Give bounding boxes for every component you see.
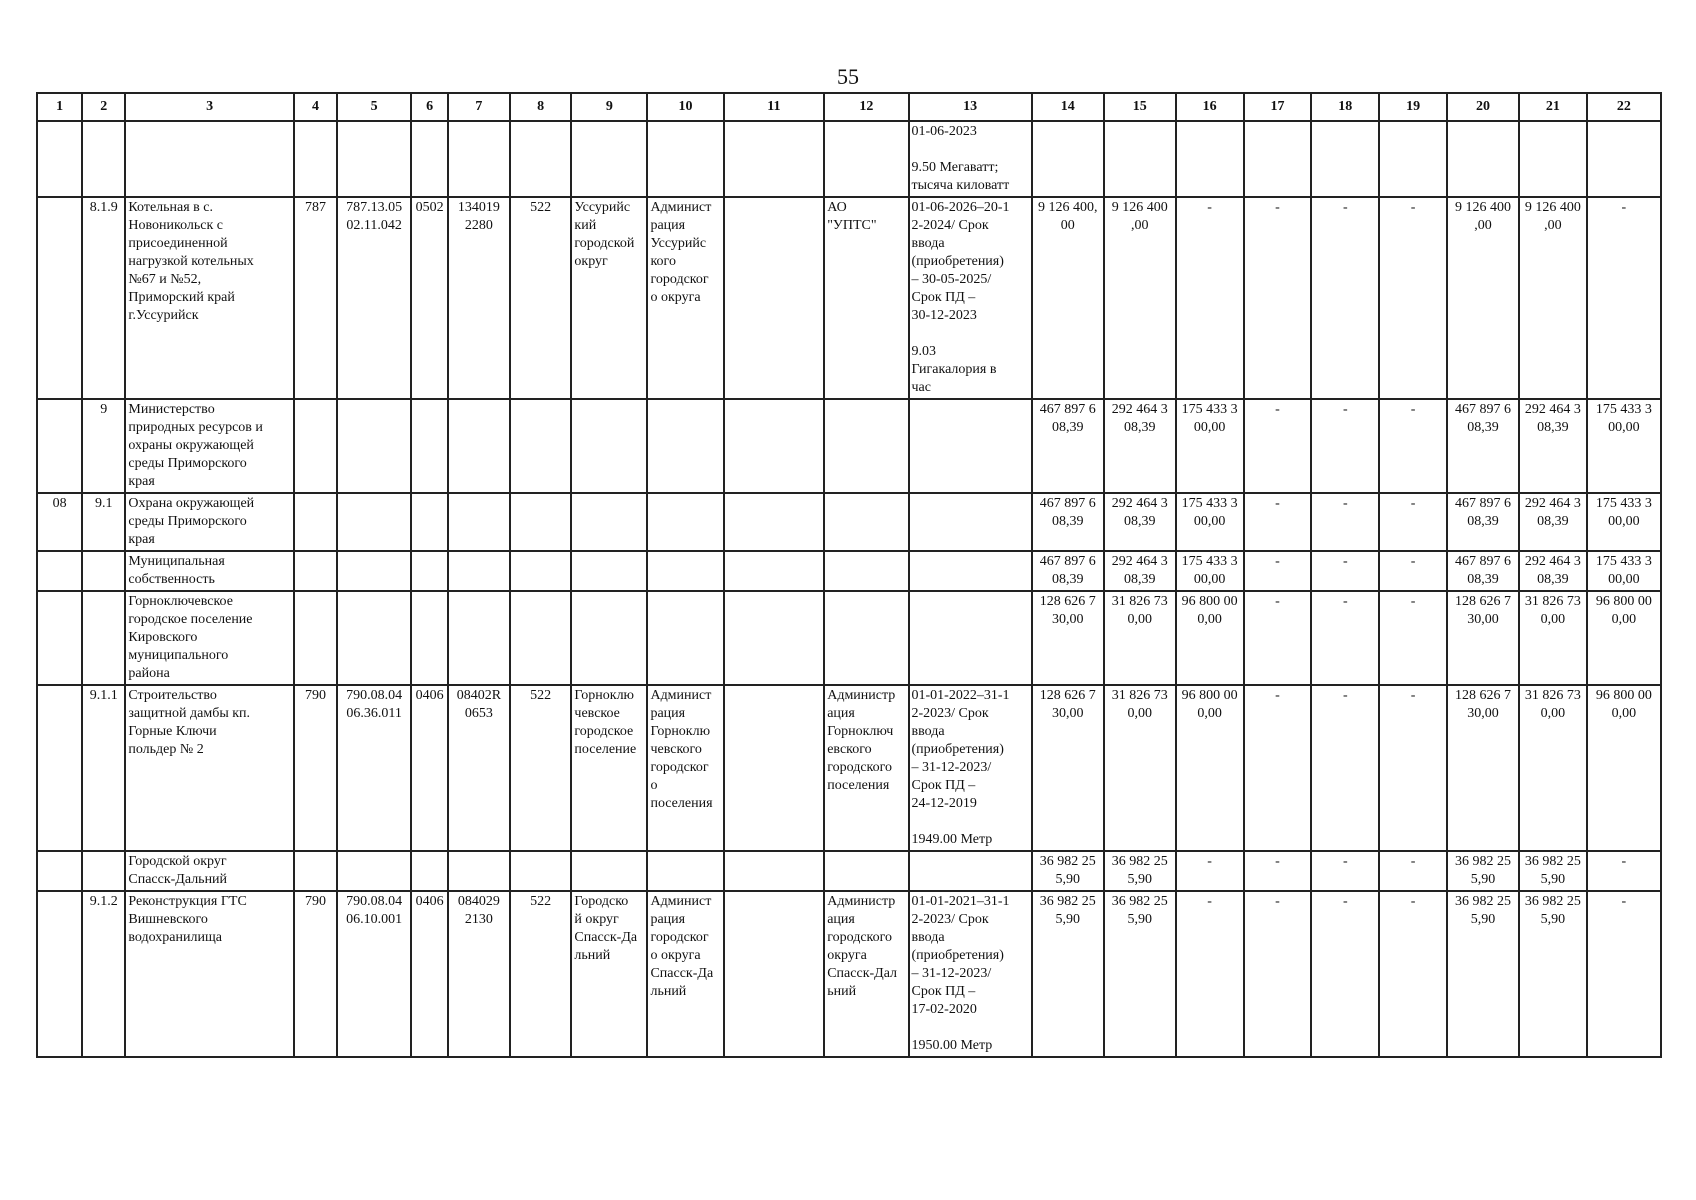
table-cell-col8: 522 — [510, 197, 572, 399]
table-cell-col9 — [571, 851, 647, 891]
column-header-10: 10 — [647, 93, 723, 121]
table-cell-col20: 467 897 6 08,39 — [1447, 493, 1519, 551]
table-cell-col1 — [37, 551, 82, 591]
table-cell-col1 — [37, 685, 82, 851]
table-cell-col19 — [1379, 121, 1447, 197]
table-cell-col22 — [1587, 121, 1661, 197]
table-cell-col21: 292 464 3 08,39 — [1519, 551, 1587, 591]
table-cell-col1 — [37, 399, 82, 493]
table-cell-col2: 8.1.9 — [82, 197, 125, 399]
column-header-2: 2 — [82, 93, 125, 121]
table-cell-col7: 134019 2280 — [448, 197, 510, 399]
table-cell-col4 — [294, 591, 337, 685]
table-row — [37, 399, 1661, 493]
column-header-6: 6 — [411, 93, 448, 121]
table-cell-col11 — [724, 121, 825, 197]
table-cell-col4 — [294, 493, 337, 551]
table-cell-col10: Админист рация городског о округа Спасск-Да льний — [647, 891, 723, 1057]
table-cell-col14: 467 897 6 08,39 — [1032, 493, 1104, 551]
table-cell-col12 — [824, 591, 908, 685]
table-cell-col13: 01-06-2026–20-1 2-2024/ Срок ввода (приобретения) – 30-05-2025/ Срок ПД – 30-12-2023 9.03 Гигакалория в час — [909, 197, 1032, 399]
table-cell-col16: 175 433 3 00,00 — [1176, 399, 1244, 493]
table-cell-col5 — [337, 121, 411, 197]
table-cell-col5: 790.08.04 06.36.011 — [337, 685, 411, 851]
table-cell-col14: 128 626 7 30,00 — [1032, 685, 1104, 851]
column-header-12: 12 — [824, 93, 908, 121]
table-cell-col12: АО "УПТС" — [824, 197, 908, 399]
column-header-11: 11 — [724, 93, 825, 121]
table-cell-col14: 467 897 6 08,39 — [1032, 551, 1104, 591]
table-cell-col17: - — [1244, 685, 1312, 851]
table-cell-col2 — [82, 121, 125, 197]
table-cell-col17: - — [1244, 551, 1312, 591]
table-cell-col19: - — [1379, 591, 1447, 685]
table-cell-col13 — [909, 551, 1032, 591]
table-cell-col19: - — [1379, 399, 1447, 493]
table-cell-col5 — [337, 551, 411, 591]
table-cell-col7 — [448, 851, 510, 891]
table-cell-col17: - — [1244, 591, 1312, 685]
table-cell-col17: - — [1244, 399, 1312, 493]
table-cell-col15: 31 826 73 0,00 — [1104, 591, 1176, 685]
table-cell-col21: 31 826 73 0,00 — [1519, 685, 1587, 851]
table-cell-col2: 9 — [82, 399, 125, 493]
table-cell-col13 — [909, 591, 1032, 685]
table-cell-col19: - — [1379, 891, 1447, 1057]
table-cell-col18: - — [1311, 399, 1379, 493]
table-cell-col12 — [824, 399, 908, 493]
table-cell-col18 — [1311, 121, 1379, 197]
table-cell-col12 — [824, 493, 908, 551]
table-cell-col8 — [510, 493, 572, 551]
column-header-20: 20 — [1447, 93, 1519, 121]
table-cell-col19: - — [1379, 851, 1447, 891]
table-cell-col4 — [294, 399, 337, 493]
table-cell-col20: 128 626 7 30,00 — [1447, 685, 1519, 851]
table-cell-col8: 522 — [510, 685, 572, 851]
table-cell-col21: 292 464 3 08,39 — [1519, 399, 1587, 493]
table-cell-col13 — [909, 851, 1032, 891]
table-cell-col16: 96 800 00 0,00 — [1176, 685, 1244, 851]
table-cell-col12 — [824, 121, 908, 197]
table-cell-col11 — [724, 493, 825, 551]
column-header-16: 16 — [1176, 93, 1244, 121]
table-cell-col21: 36 982 25 5,90 — [1519, 891, 1587, 1057]
table-cell-col1 — [37, 851, 82, 891]
column-header-7: 7 — [448, 93, 510, 121]
table-cell-col5: 787.13.05 02.11.042 — [337, 197, 411, 399]
table-cell-col15: 292 464 3 08,39 — [1104, 493, 1176, 551]
table-cell-col3: Охрана окружающей среды Приморского края — [125, 493, 294, 551]
table-cell-col2: 9.1 — [82, 493, 125, 551]
table-cell-col8 — [510, 399, 572, 493]
table-cell-col15: 292 464 3 08,39 — [1104, 551, 1176, 591]
table-cell-col13 — [909, 399, 1032, 493]
column-header-5: 5 — [337, 93, 411, 121]
table-cell-col12: Администр ация городского округа Спасск-Дал ьний — [824, 891, 908, 1057]
table-cell-col20: 36 982 25 5,90 — [1447, 891, 1519, 1057]
table-cell-col11 — [724, 591, 825, 685]
table-cell-col5 — [337, 493, 411, 551]
table-cell-col17: - — [1244, 891, 1312, 1057]
table-cell-col2 — [82, 851, 125, 891]
table-cell-col20: 36 982 25 5,90 — [1447, 851, 1519, 891]
table-cell-col7: 084029 2130 — [448, 891, 510, 1057]
table-cell-col18: - — [1311, 685, 1379, 851]
table-cell-col15: 292 464 3 08,39 — [1104, 399, 1176, 493]
table-cell-col20: 128 626 7 30,00 — [1447, 591, 1519, 685]
table-cell-col1 — [37, 197, 82, 399]
table-cell-col21: 36 982 25 5,90 — [1519, 851, 1587, 891]
table-cell-col9: Городско й округ Спасск-Да льний — [571, 891, 647, 1057]
table-cell-col3: Реконструкция ГТС Вишневского водохранилища — [125, 891, 294, 1057]
table-cell-col4 — [294, 551, 337, 591]
table-cell-col6 — [411, 851, 448, 891]
table-cell-col11 — [724, 891, 825, 1057]
table-cell-col5 — [337, 399, 411, 493]
table-cell-col16 — [1176, 121, 1244, 197]
table-cell-col14: 36 982 25 5,90 — [1032, 851, 1104, 891]
column-header-9: 9 — [571, 93, 647, 121]
table-cell-col7 — [448, 591, 510, 685]
table-cell-col14 — [1032, 121, 1104, 197]
table-cell-col6 — [411, 551, 448, 591]
table-cell-col21: 31 826 73 0,00 — [1519, 591, 1587, 685]
table-row — [37, 891, 1661, 1057]
table-cell-col20: 9 126 400 ,00 — [1447, 197, 1519, 399]
table-header-row — [37, 93, 1661, 121]
column-header-4: 4 — [294, 93, 337, 121]
table-cell-col5 — [337, 851, 411, 891]
table-cell-col15: 31 826 73 0,00 — [1104, 685, 1176, 851]
table-row — [37, 121, 1661, 197]
table-cell-col19: - — [1379, 493, 1447, 551]
table-cell-col9 — [571, 551, 647, 591]
table-cell-col18: - — [1311, 591, 1379, 685]
table-cell-col16: - — [1176, 891, 1244, 1057]
table-cell-col2 — [82, 551, 125, 591]
column-header-14: 14 — [1032, 93, 1104, 121]
table-cell-col10 — [647, 121, 723, 197]
table-cell-col18: - — [1311, 197, 1379, 399]
table-cell-col6: 0406 — [411, 685, 448, 851]
table-cell-col19: - — [1379, 197, 1447, 399]
table-cell-col11 — [724, 551, 825, 591]
table-cell-col3: Горноключевское городское поселение Кировского муниципального района — [125, 591, 294, 685]
table-cell-col5: 790.08.04 06.10.001 — [337, 891, 411, 1057]
table-cell-col9 — [571, 591, 647, 685]
table-cell-col17 — [1244, 121, 1312, 197]
table-cell-col21: 9 126 400 ,00 — [1519, 197, 1587, 399]
table-cell-col8 — [510, 591, 572, 685]
table-cell-col14: 467 897 6 08,39 — [1032, 399, 1104, 493]
table-cell-col1 — [37, 121, 82, 197]
table-cell-col6 — [411, 591, 448, 685]
table-cell-col18: - — [1311, 551, 1379, 591]
table-cell-col10 — [647, 851, 723, 891]
table-cell-col22: - — [1587, 851, 1661, 891]
table-cell-col8: 522 — [510, 891, 572, 1057]
table-cell-col17: - — [1244, 493, 1312, 551]
table-cell-col9 — [571, 493, 647, 551]
table-cell-col20: 467 897 6 08,39 — [1447, 399, 1519, 493]
table-cell-col12 — [824, 551, 908, 591]
table-cell-col3 — [125, 121, 294, 197]
table-cell-col22: 175 433 3 00,00 — [1587, 493, 1661, 551]
budget-table — [36, 92, 1662, 1058]
table-cell-col1 — [37, 591, 82, 685]
table-cell-col22: - — [1587, 197, 1661, 399]
table-cell-col15: 36 982 25 5,90 — [1104, 891, 1176, 1057]
table-cell-col12 — [824, 851, 908, 891]
table-cell-col9 — [571, 399, 647, 493]
column-header-3: 3 — [125, 93, 294, 121]
column-header-1: 1 — [37, 93, 82, 121]
table-cell-col6 — [411, 493, 448, 551]
table-cell-col22: 175 433 3 00,00 — [1587, 399, 1661, 493]
table-cell-col18: - — [1311, 493, 1379, 551]
table-cell-col16: - — [1176, 851, 1244, 891]
table-cell-col3: Городской округ Спасск-Дальний — [125, 851, 294, 891]
table-cell-col11 — [724, 197, 825, 399]
table-row — [37, 591, 1661, 685]
table-cell-col16: 96 800 00 0,00 — [1176, 591, 1244, 685]
page-number: 55 — [837, 64, 859, 89]
table-cell-col10 — [647, 399, 723, 493]
table-cell-col12: Администр ация Горноключ евского городского поселения — [824, 685, 908, 851]
table-cell-col7 — [448, 121, 510, 197]
table-cell-col5 — [337, 591, 411, 685]
table-cell-col3: Строительство защитной дамбы кп. Горные Ключи польдер № 2 — [125, 685, 294, 851]
table-cell-col13: 01-01-2021–31-1 2-2023/ Срок ввода (приобретения) – 31-12-2023/ Срок ПД – 17-02-2020 1950.00 Метр — [909, 891, 1032, 1057]
table-cell-col13: 01-01-2022–31-1 2-2023/ Срок ввода (приобретения) – 31-12-2023/ Срок ПД – 24-12-2019 1949.00 Метр — [909, 685, 1032, 851]
table-cell-col18: - — [1311, 891, 1379, 1057]
table-cell-col14: 36 982 25 5,90 — [1032, 891, 1104, 1057]
table-cell-col16: 175 433 3 00,00 — [1176, 551, 1244, 591]
table-cell-col10 — [647, 591, 723, 685]
table-cell-col21 — [1519, 121, 1587, 197]
table-row — [37, 493, 1661, 551]
table-cell-col10 — [647, 493, 723, 551]
table-cell-col6 — [411, 399, 448, 493]
table-cell-col11 — [724, 399, 825, 493]
table-cell-col17: - — [1244, 851, 1312, 891]
table-cell-col6: 0406 — [411, 891, 448, 1057]
table-cell-col20 — [1447, 121, 1519, 197]
table-cell-col15: 36 982 25 5,90 — [1104, 851, 1176, 891]
table-cell-col10: Админист рация Горноклю чевского городског о поселения — [647, 685, 723, 851]
table-cell-col9 — [571, 121, 647, 197]
table-cell-col1: 08 — [37, 493, 82, 551]
column-header-17: 17 — [1244, 93, 1312, 121]
table-cell-col22: 96 800 00 0,00 — [1587, 591, 1661, 685]
table-cell-col3: Котельная в с. Новоникольск с присоединенной нагрузкой котельных №67 и №52, Приморский край г.Уссурийск — [125, 197, 294, 399]
table-cell-col4: 787 — [294, 197, 337, 399]
table-cell-col6: 0502 — [411, 197, 448, 399]
table-cell-col2: 9.1.1 — [82, 685, 125, 851]
table-cell-col1 — [37, 891, 82, 1057]
table-cell-col11 — [724, 685, 825, 851]
table-row — [37, 851, 1661, 891]
table-cell-col20: 467 897 6 08,39 — [1447, 551, 1519, 591]
table-cell-col10: Админист рация Уссурийс кого городског о округа — [647, 197, 723, 399]
column-header-21: 21 — [1519, 93, 1587, 121]
table-cell-col18: - — [1311, 851, 1379, 891]
table-cell-col22: 96 800 00 0,00 — [1587, 685, 1661, 851]
table-cell-col2 — [82, 591, 125, 685]
table-row — [37, 197, 1661, 399]
table-cell-col7 — [448, 551, 510, 591]
column-header-15: 15 — [1104, 93, 1176, 121]
table-cell-col19: - — [1379, 685, 1447, 851]
table-cell-col8 — [510, 121, 572, 197]
table-cell-col11 — [724, 851, 825, 891]
column-header-18: 18 — [1311, 93, 1379, 121]
table-cell-col4 — [294, 851, 337, 891]
table-cell-col16: 175 433 3 00,00 — [1176, 493, 1244, 551]
table-cell-col15: 9 126 400 ,00 — [1104, 197, 1176, 399]
table-cell-col4: 790 — [294, 685, 337, 851]
table-cell-col9: Горноклю чевское городское поселение — [571, 685, 647, 851]
column-header-8: 8 — [510, 93, 572, 121]
table-cell-col13: 01-06-2023 9.50 Мегаватт; тысяча киловатт — [909, 121, 1032, 197]
table-row — [37, 551, 1661, 591]
table-cell-col4 — [294, 121, 337, 197]
table-cell-col22: - — [1587, 891, 1661, 1057]
table-cell-col8 — [510, 851, 572, 891]
table-cell-col14: 128 626 7 30,00 — [1032, 591, 1104, 685]
table-cell-col16: - — [1176, 197, 1244, 399]
column-header-13: 13 — [909, 93, 1032, 121]
table-cell-col4: 790 — [294, 891, 337, 1057]
table-cell-col9: Уссурийс кий городской округ — [571, 197, 647, 399]
table-cell-col21: 292 464 3 08,39 — [1519, 493, 1587, 551]
table-cell-col6 — [411, 121, 448, 197]
table-cell-col7: 08402R 0653 — [448, 685, 510, 851]
table-cell-col2: 9.1.2 — [82, 891, 125, 1057]
table-cell-col15 — [1104, 121, 1176, 197]
table-cell-col13 — [909, 493, 1032, 551]
table-cell-col10 — [647, 551, 723, 591]
table-cell-col7 — [448, 493, 510, 551]
table-cell-col8 — [510, 551, 572, 591]
table-row — [37, 685, 1661, 851]
table-cell-col19: - — [1379, 551, 1447, 591]
column-header-19: 19 — [1379, 93, 1447, 121]
table-cell-col17: - — [1244, 197, 1312, 399]
table-cell-col3: Муниципальная собственность — [125, 551, 294, 591]
table-cell-col14: 9 126 400, 00 — [1032, 197, 1104, 399]
column-header-22: 22 — [1587, 93, 1661, 121]
table-cell-col7 — [448, 399, 510, 493]
table-cell-col3: Министерство природных ресурсов и охраны окружающей среды Приморского края — [125, 399, 294, 493]
table-cell-col22: 175 433 3 00,00 — [1587, 551, 1661, 591]
